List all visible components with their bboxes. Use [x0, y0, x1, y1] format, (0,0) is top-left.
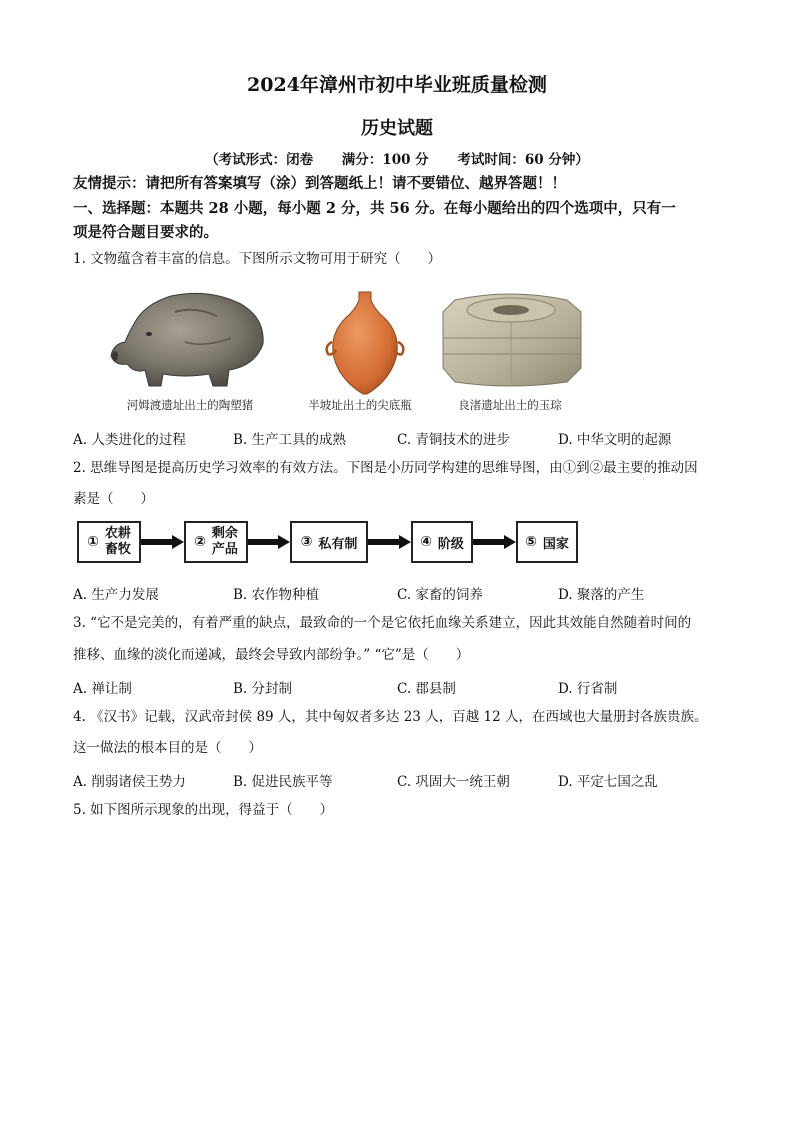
q4-option-b[interactable]: B. 促进民族平等: [233, 774, 333, 790]
flow-arrow-4: [473, 535, 516, 549]
q3-stem-line2: 推移、血缘的淡化而递减，最终会导致内部纷争。” “它”是（ ）: [73, 647, 470, 663]
jade-cong-image: [435, 282, 585, 390]
flow-num-4: ④: [420, 534, 432, 550]
exam-time: 考试时间：60 分钟）: [457, 152, 589, 168]
flow-arrow-1: [141, 535, 184, 549]
exam-info: [0, 148, 794, 168]
flow-box-state: [516, 521, 578, 563]
flow-text-1a: 农耕: [104, 526, 131, 541]
q4-option-c[interactable]: C. 巩固大一统王朝: [397, 774, 510, 790]
flow-text-5: 国家: [542, 536, 569, 552]
q1-option-c[interactable]: C. 青铜技术的进步: [397, 432, 510, 448]
q1-stem: 1. 文物蕴含着丰富的信息。下图所示文物可用于研究（ ）: [73, 251, 442, 267]
section1-line1: 一、选择题：本题共 28 小题，每小题 2 分，共 56 分。在每小题给出的四个选项中，只有一: [73, 200, 676, 217]
q3-option-a[interactable]: A. 禅让制: [73, 681, 132, 697]
full-score: 满分：100 分: [341, 152, 429, 168]
flow-num-5: ⑤: [525, 534, 537, 550]
q2-option-c[interactable]: C. 家畜的饲养: [397, 587, 483, 603]
flow-text-2b: 产品: [211, 542, 238, 557]
flow-text-3: 私有制: [318, 536, 358, 552]
exam-form: （考试形式：闭卷: [205, 152, 314, 168]
caption-bottle: 半坡址出土的尖底瓶: [308, 398, 412, 412]
flow-box-surplus: [184, 521, 248, 563]
q3-option-c[interactable]: C. 郡县制: [397, 681, 456, 697]
flow-num-3: ③: [300, 534, 313, 550]
flow-num-1: ①: [87, 534, 99, 550]
q3-option-d[interactable]: D. 行省制: [558, 681, 618, 697]
q1-option-b[interactable]: B. 生产工具的成熟: [233, 432, 347, 448]
section1-line2: 项是符合题目要求的。: [73, 224, 218, 241]
caption-cong: 良渚遗址出土的玉琮: [458, 398, 562, 412]
q4-stem-line2: 这一做法的根本目的是（ ）: [73, 740, 262, 756]
q1-option-a[interactable]: A. 人类进化的过程: [73, 432, 186, 448]
page-subtitle: 历史试题: [361, 118, 433, 139]
q2-option-d[interactable]: D. 聚落的产生: [558, 587, 645, 603]
flow-box-farming: [77, 521, 141, 563]
q2-stem-line1: 2. 思维导图是提高历史学习效率的有效方法。下图是小历同学构建的思维导图，由①到②最主要的推动因: [73, 460, 698, 476]
q4-option-d[interactable]: D. 平定七国之乱: [558, 774, 658, 790]
q2-option-b[interactable]: B. 农作物种植: [233, 587, 320, 603]
q4-stem-line1: 4. 《汉书》记载，汉武帝封侯 89 人，其中匈奴者多达 23 人，百越 12 人，在西域也大量册封各族贵族。: [73, 709, 708, 725]
flow-box-private-ownership: [290, 521, 368, 563]
page-title: 2024年漳州市初中毕业班质量检测: [247, 74, 547, 96]
flow-text-4: 阶级: [437, 536, 464, 552]
flow-num-2: ②: [194, 534, 206, 550]
pottery-pig-image: [105, 282, 270, 392]
flow-arrow-2: [248, 535, 290, 549]
pointed-bottle-image: [320, 288, 410, 396]
q2-option-a[interactable]: A. 生产力发展: [73, 587, 159, 603]
q5-stem: 5. 如下图所示现象的出现，得益于（ ）: [73, 802, 334, 818]
notice: 友情提示：请把所有答案填写（涂）到答题纸上！请不要错位、越界答题！！: [73, 175, 566, 192]
q3-option-b[interactable]: B. 分封制: [233, 681, 293, 697]
q3-stem-line1: 3. “它不是完美的，有着严重的缺点，最致命的一个是它依托血缘关系建立，因此其效能自然随着时间的: [73, 615, 692, 631]
flow-text-1b: 畜牧: [104, 542, 131, 557]
flow-box-class: [411, 521, 473, 563]
caption-pig: 河姆渡遗址出土的陶塑猪: [126, 398, 254, 412]
flow-arrow-3: [368, 535, 411, 549]
q4-option-a[interactable]: A. 削弱诸侯王势力: [73, 774, 186, 790]
flow-text-2a: 剩余: [211, 526, 238, 541]
q2-stem-line2: 素是（ ）: [73, 491, 154, 507]
q1-option-d[interactable]: D. 中华文明的起源: [558, 432, 672, 448]
